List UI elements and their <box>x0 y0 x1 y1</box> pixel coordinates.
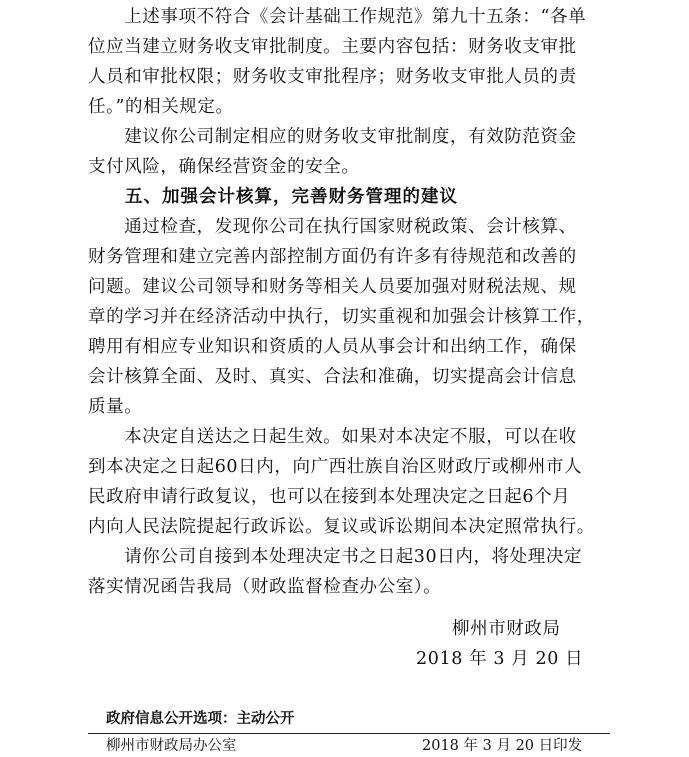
body-line-15: 本决定自送达之日起生效。如果对本决定不服，可以在收 <box>88 427 577 447</box>
body-line-6: 支付风险，确保经营资金的安全。 <box>88 157 360 177</box>
body-line-19: 请你公司自接到本处理决定书之日起30日内，将处理决定 <box>88 547 583 567</box>
disclosure-option: 政府信息公开选项：主动公开 <box>106 711 295 727</box>
body-line-11: 章的学习并在经济活动中执行，切实重视和加强会计核算工作， <box>88 307 595 327</box>
body-line-18: 内向人民法院提起行政诉讼。复议或诉讼期间本决定照常执行。 <box>88 517 595 537</box>
body-line-1: 上述事项不符合《会计基础工作规范》第九十五条：“各单 <box>88 7 587 27</box>
body-line-2: 位应当建立财务收支审批制度。主要内容包括：财务收支审批 <box>88 37 577 57</box>
issuer-office: 柳州市财政局办公室 <box>106 738 237 754</box>
body-line-9: 财务管理和建立完善内部控制方面仍有许多有待规范和改善的 <box>88 247 577 267</box>
body-line-12: 聘用有相应专业知识和资质的人员从事会计和出纳工作，确保 <box>88 337 577 357</box>
body-line-16: 到本决定之日起60日内，向广西壮族自治区财政厅或柳州市人 <box>88 457 583 477</box>
body-line-3: 人员和审批权限；财务收支审批程序；财务收支审批人员的责 <box>88 67 577 87</box>
body-line-5: 建议你公司制定相应的财务收支审批制度，有效防范资金 <box>88 127 577 147</box>
issue-date: 2018 年 3 月 20 日印发 <box>422 738 583 754</box>
signature-date: 2018 年 3 月 20 日 <box>416 649 584 669</box>
body-line-20: 落实情况函告我局（财政监督检查办公室）。 <box>88 577 442 597</box>
body-line-13: 会计核算全面、及时、真实、合法和准确，切实提高会计信息 <box>88 367 577 387</box>
signature-org: 柳州市财政局 <box>452 619 561 639</box>
body-line-4: 任。”的相关规定。 <box>88 97 234 117</box>
footer-divider <box>88 733 610 734</box>
body-line-17: 民政府申请行政复议，也可以在接到本处理决定之日起6个月 <box>88 487 571 507</box>
body-line-10: 问题。建议公司领导和财务等相关人员要加强对财税法规、规 <box>88 277 577 297</box>
body-line-14: 质量。 <box>88 397 143 417</box>
section-heading: 五、加强会计核算，完善财务管理的建议 <box>88 187 458 207</box>
body-line-8: 通过检查，发现你公司在执行国家财税政策、会计核算、 <box>88 217 577 237</box>
